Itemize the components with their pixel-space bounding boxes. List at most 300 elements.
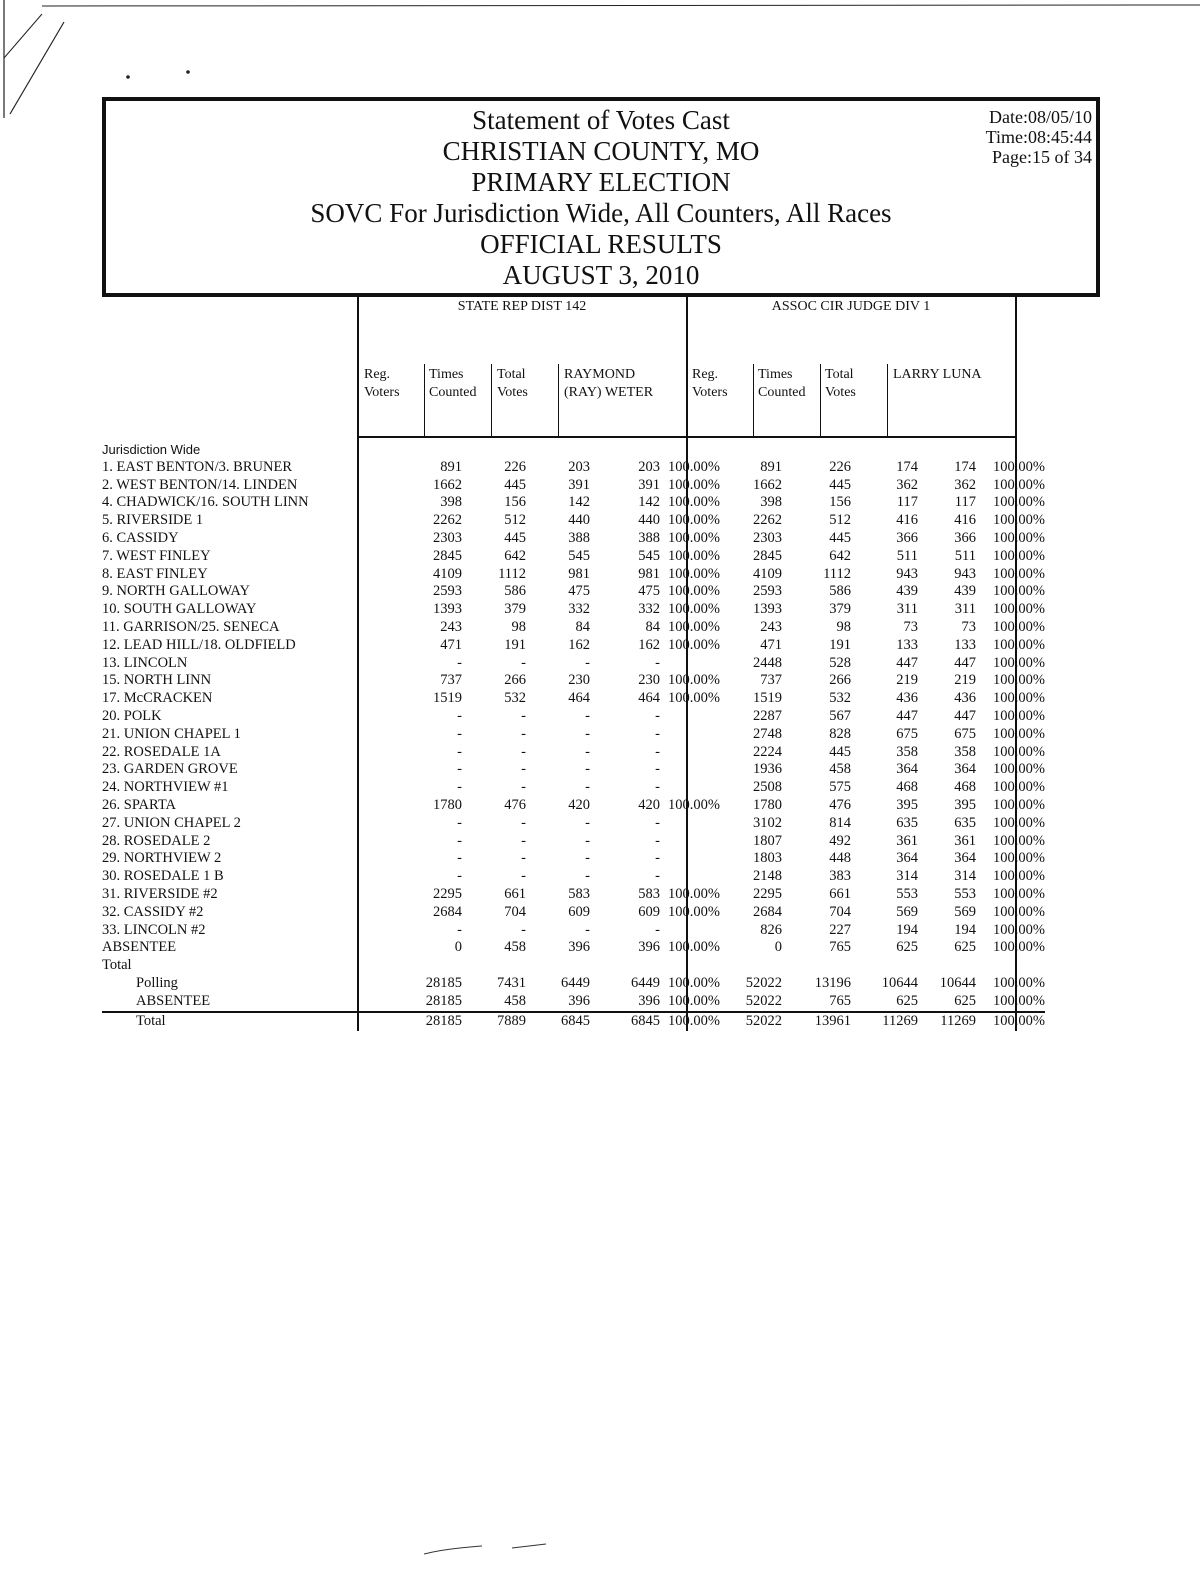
totals-row	[102, 993, 1045, 1012]
report-scope: SOVC For Jurisdiction Wide, All Counters, All Races	[310, 198, 892, 228]
total-votes-cell: 11269	[851, 1012, 918, 1031]
colhead-times-counted: Times Counted	[429, 367, 477, 400]
total-votes-cell: 10644	[881, 974, 918, 991]
candidate-votes-cell: -	[655, 814, 660, 831]
candidate-votes-cell: 625	[918, 993, 976, 1012]
candidate-percent-cell: 100.00%	[668, 796, 720, 813]
candidate-percent-cell: 100.00%	[993, 850, 1045, 867]
times-counted-cell: 704	[829, 903, 851, 920]
total-votes-cell: 436	[896, 690, 918, 707]
times-counted-cell: 828	[829, 725, 851, 742]
candidate-votes-cell: 635	[954, 814, 976, 831]
table-row	[102, 815, 1045, 833]
votes-table-body	[102, 441, 1045, 1030]
candidate-percent-cell	[660, 833, 720, 851]
table-row	[102, 779, 1045, 797]
precinct-name: 23. GARDEN GROVE	[102, 761, 238, 778]
total-votes-cell: -	[585, 921, 590, 938]
total-votes-cell: 569	[896, 903, 918, 920]
total-votes-cell: 361	[896, 832, 918, 849]
total-votes-cell: 6845	[526, 1012, 590, 1031]
times-counted-cell: 575	[829, 779, 851, 796]
times-counted-cell: 458	[829, 761, 851, 778]
precinct-name: 15. NORTH LINN	[102, 672, 212, 689]
total-votes-cell: -	[585, 779, 590, 796]
times-counted-cell: 156	[829, 494, 851, 511]
total-votes-cell: -	[585, 743, 590, 760]
candidate-votes-cell: 569	[954, 903, 976, 920]
times-counted-cell: 379	[829, 601, 851, 618]
times-counted-cell: 191	[829, 636, 851, 653]
colhead-divider	[887, 364, 888, 437]
total-votes-cell: 420	[568, 796, 590, 813]
total-votes-cell: 117	[896, 494, 918, 511]
candidate-percent-cell: 100.00%	[993, 636, 1045, 653]
precinct-name: 8. EAST FINLEY	[102, 565, 208, 582]
report-page: Page:15 of 34	[992, 147, 1092, 167]
total-votes-cell: 133	[896, 636, 918, 653]
candidate-percent-cell: 100.00%	[668, 494, 720, 511]
reg-voters-cell: 1662	[753, 476, 782, 493]
times-counted-cell: 156	[504, 494, 526, 511]
reg-voters-cell: 52022	[745, 974, 782, 991]
precinct-name: 17. McCRACKEN	[102, 690, 213, 707]
total-votes-cell: 475	[568, 583, 590, 600]
colhead-divider	[491, 364, 492, 437]
times-counted-cell: 476	[829, 796, 851, 813]
total-votes-cell: 364	[896, 850, 918, 867]
reg-voters-cell: 1936	[753, 761, 782, 778]
times-counted-cell: 13961	[782, 1012, 851, 1031]
candidate-votes-cell: -	[655, 743, 660, 760]
table-row	[102, 619, 1045, 637]
reg-voters-cell: 243	[760, 618, 782, 635]
table-row	[102, 601, 1045, 619]
candidate-percent-cell: 100.00%	[668, 903, 720, 920]
times-counted-cell: -	[521, 814, 526, 831]
candidate-percent-cell: 100.00%	[976, 1012, 1045, 1031]
candidate-percent-cell: 100.00%	[993, 529, 1045, 546]
candidate-percent-cell	[660, 708, 720, 726]
precinct-name: 7. WEST FINLEY	[102, 547, 211, 564]
candidate-votes-cell: -	[655, 850, 660, 867]
total-votes-cell: 396	[526, 993, 590, 1012]
reg-voters-cell: 891	[760, 458, 782, 475]
precinct-name: 21. UNION CHAPEL 1	[102, 725, 241, 742]
candidate-percent-cell: 100.00%	[993, 921, 1045, 938]
reg-voters-cell: 471	[440, 636, 462, 653]
precinct-name: 27. UNION CHAPEL 2	[102, 814, 241, 831]
candidate-percent-cell: 100.00%	[993, 974, 1045, 991]
times-counted-cell: 476	[504, 796, 526, 813]
candidate-percent-cell: 100.00%	[993, 761, 1045, 778]
total-votes-cell: 311	[896, 601, 918, 618]
table-row	[102, 868, 1045, 886]
candidate-votes-cell: 311	[954, 601, 976, 618]
candidate-votes-cell: 6449	[631, 974, 660, 991]
precinct-name: ABSENTEE	[102, 939, 177, 956]
candidate-votes-cell: 675	[954, 725, 976, 742]
reg-voters-cell: 737	[760, 672, 782, 689]
total-votes-cell: 464	[568, 690, 590, 707]
candidate-votes-cell: 10644	[939, 974, 976, 991]
reg-voters-cell: -	[457, 779, 462, 796]
reg-voters-cell: -	[457, 921, 462, 938]
total-votes-cell: 468	[896, 779, 918, 796]
reg-voters-cell: 2224	[753, 743, 782, 760]
candidate-votes-cell: 420	[638, 796, 660, 813]
total-votes-cell: 362	[896, 476, 918, 493]
candidate-votes-cell: 475	[638, 583, 660, 600]
times-counted-cell: 445	[829, 743, 851, 760]
candidate-votes-cell: 396	[590, 993, 660, 1012]
colhead-divider	[753, 364, 754, 437]
candidate-percent-cell: 100.00%	[993, 672, 1045, 689]
total-votes-cell: 583	[568, 885, 590, 902]
reg-voters-cell: 1803	[753, 850, 782, 867]
times-counted-cell: 98	[836, 618, 851, 635]
candidate-percent-cell: 100.00%	[993, 885, 1045, 902]
times-counted-cell: 458	[462, 993, 526, 1012]
table-row	[102, 459, 1045, 477]
precinct-name: 2. WEST BENTON/14. LINDEN	[102, 476, 298, 493]
precinct-name: 12. LEAD HILL/18. OLDFIELD	[102, 636, 296, 653]
candidate-percent-cell: 100.00%	[668, 476, 720, 493]
precinct-name: 24. NORTHVIEW #1	[102, 779, 229, 796]
table-row	[102, 494, 1045, 512]
votes-table	[102, 441, 1045, 1030]
total-votes-cell: 943	[896, 565, 918, 582]
table-row	[102, 886, 1045, 904]
totals-row	[102, 1012, 1045, 1031]
times-counted-cell: 765	[829, 939, 851, 956]
reg-voters-cell: -	[457, 707, 462, 724]
times-counted-cell: 98	[511, 618, 526, 635]
times-counted-cell: 379	[504, 601, 526, 618]
total-votes-cell: -	[585, 868, 590, 885]
candidate-percent-cell: 100.00%	[993, 707, 1045, 724]
reg-voters-cell: 2287	[753, 707, 782, 724]
candidate-percent-cell	[660, 850, 720, 868]
reg-voters-cell: 52022	[720, 993, 782, 1012]
reg-voters-cell: 2295	[433, 885, 462, 902]
total-votes-cell: 416	[896, 512, 918, 529]
times-counted-cell: 191	[504, 636, 526, 653]
times-counted-cell: 7889	[462, 1012, 526, 1031]
candidate-percent-cell	[660, 815, 720, 833]
candidate-votes-cell: 162	[638, 636, 660, 653]
candidate-votes-cell: 553	[954, 885, 976, 902]
total-votes-cell: 174	[896, 458, 918, 475]
total-votes-cell: 142	[568, 494, 590, 511]
total-votes-cell: 439	[896, 583, 918, 600]
reg-voters-cell: 2593	[433, 583, 462, 600]
reg-voters-cell: 2262	[433, 512, 462, 529]
times-counted-cell: 458	[504, 939, 526, 956]
total-votes-cell: 981	[568, 565, 590, 582]
table-row	[102, 512, 1045, 530]
table-row	[102, 922, 1045, 940]
group-label: Jurisdiction Wide	[102, 442, 201, 457]
precinct-name: 28. ROSEDALE 2	[102, 832, 211, 849]
total-votes-cell: 635	[896, 814, 918, 831]
table-row	[102, 850, 1045, 868]
precinct-name: 20. POLK	[102, 707, 162, 724]
reg-voters-cell: 398	[760, 494, 782, 511]
total-votes-cell: 84	[575, 618, 590, 635]
reg-voters-cell: 28185	[392, 993, 462, 1012]
reg-voters-cell: 1662	[433, 476, 462, 493]
reg-voters-cell: 52022	[720, 1012, 782, 1031]
times-counted-cell: 445	[829, 476, 851, 493]
candidate-percent-cell: 100.00%	[993, 725, 1045, 742]
reg-voters-cell: 2684	[433, 903, 462, 920]
candidate-votes-cell: 73	[961, 618, 976, 635]
candidate-percent-cell	[660, 779, 720, 797]
reg-voters-cell: 4109	[433, 565, 462, 582]
precinct-name: 10. SOUTH GALLOWAY	[102, 601, 257, 618]
times-counted-cell: 586	[829, 583, 851, 600]
candidate-votes-cell: 361	[954, 832, 976, 849]
table-row	[102, 655, 1045, 673]
reg-voters-cell: 2845	[433, 547, 462, 564]
candidate-votes-cell: 230	[638, 672, 660, 689]
times-counted-cell: 661	[829, 885, 851, 902]
candidate-votes-cell: -	[655, 654, 660, 671]
candidate-percent-cell: 100.00%	[668, 885, 720, 902]
colhead-divider	[424, 364, 425, 437]
precinct-name: 29. NORTHVIEW 2	[102, 850, 222, 867]
candidate-votes-cell: 625	[954, 939, 976, 956]
candidate-percent-cell	[660, 761, 720, 779]
total-votes-cell: 511	[896, 547, 918, 564]
candidate-votes-cell: 447	[954, 707, 976, 724]
total-votes-cell: -	[585, 850, 590, 867]
candidate-percent-cell: 100.00%	[668, 583, 720, 600]
candidate-percent-cell: 100.00%	[993, 601, 1045, 618]
times-counted-cell: -	[521, 921, 526, 938]
candidate-votes-cell: 396	[638, 939, 660, 956]
total-votes-cell: 609	[568, 903, 590, 920]
total-votes-cell: -	[585, 761, 590, 778]
total-votes-cell: 447	[896, 654, 918, 671]
header-bottom-rule	[357, 436, 1017, 438]
candidate-percent-cell: 100.00%	[993, 618, 1045, 635]
candidate-percent-cell: 100.00%	[993, 814, 1045, 831]
candidate-votes-cell: 981	[638, 565, 660, 582]
candidate-votes-cell: 391	[638, 476, 660, 493]
precinct-name: 11. GARRISON/25. SENECA	[102, 618, 280, 635]
total-votes-cell: 364	[896, 761, 918, 778]
reg-voters-cell: 398	[440, 494, 462, 511]
race-title-state-rep: STATE REP DIST 142	[457, 299, 587, 314]
times-counted-cell: 448	[829, 850, 851, 867]
total-votes-cell: 230	[568, 672, 590, 689]
candidate-votes-cell: 609	[638, 903, 660, 920]
race-title-assoc-judge: ASSOC CIR JUDGE DIV 1	[771, 299, 931, 314]
colhead-divider	[820, 364, 821, 437]
table-row	[102, 797, 1045, 815]
candidate-percent-cell: 100.00%	[993, 476, 1045, 493]
table-row	[102, 904, 1045, 922]
county-name: CHRISTIAN COUNTY, MO	[442, 136, 760, 166]
candidate-votes-cell: 117	[954, 494, 976, 511]
reg-voters-cell: -	[457, 814, 462, 831]
table-row	[102, 833, 1045, 851]
times-counted-cell: 227	[829, 921, 851, 938]
table-row	[102, 708, 1045, 726]
times-counted-cell: 512	[829, 512, 851, 529]
total-votes-cell: 553	[896, 885, 918, 902]
total-votes-cell: 625	[851, 993, 918, 1012]
candidate-votes-cell: 440	[638, 512, 660, 529]
candidate-percent-cell: 100.00%	[668, 939, 720, 956]
precinct-name: 5. RIVERSIDE 1	[102, 512, 204, 529]
table-row	[102, 548, 1045, 566]
report-header	[102, 97, 1100, 297]
times-counted-cell: -	[521, 779, 526, 796]
reg-voters-cell: -	[457, 761, 462, 778]
candidate-percent-cell: 100.00%	[993, 654, 1045, 671]
total-votes-cell: -	[585, 707, 590, 724]
election-date: AUGUST 3, 2010	[502, 260, 700, 290]
reg-voters-cell: 2295	[753, 885, 782, 902]
times-counted-cell: 13196	[814, 974, 851, 991]
reg-voters-cell: 28185	[392, 1012, 462, 1031]
report-title-block	[106, 105, 1096, 291]
precinct-name: 33. LINCOLN #2	[102, 921, 206, 938]
reg-voters-cell: 2262	[753, 512, 782, 529]
reg-voters-cell: 1807	[753, 832, 782, 849]
times-counted-cell: 492	[829, 832, 851, 849]
report-title: Statement of Votes Cast	[472, 105, 730, 135]
total-votes-cell: 395	[896, 796, 918, 813]
report-date: Date:08/05/10	[989, 107, 1092, 127]
candidate-votes-cell: 447	[954, 654, 976, 671]
reg-voters-cell: 2748	[753, 725, 782, 742]
candidate-percent-cell: 100.00%	[660, 1012, 720, 1031]
times-counted-cell: 532	[504, 690, 526, 707]
reg-voters-cell: 0	[774, 939, 782, 956]
total-votes-cell: 625	[896, 939, 918, 956]
candidate-percent-cell: 100.00%	[993, 903, 1045, 920]
times-counted-cell: 642	[504, 547, 526, 564]
candidate-votes-cell: 436	[954, 690, 976, 707]
table-row	[102, 726, 1045, 744]
reg-voters-cell: 2303	[753, 529, 782, 546]
totals-label: Total	[102, 957, 132, 974]
times-counted-cell: 445	[504, 476, 526, 493]
table-row	[102, 583, 1045, 601]
candidate-percent-cell: 100.00%	[993, 494, 1045, 511]
total-votes-cell: 203	[568, 458, 590, 475]
total-votes-cell: 545	[568, 547, 590, 564]
reg-voters-cell: -	[457, 654, 462, 671]
candidate-percent-cell: 100.00%	[993, 832, 1045, 849]
table-row	[102, 566, 1045, 584]
candidate-percent-cell: 100.00%	[668, 636, 720, 653]
candidate-votes-cell: 11269	[918, 1012, 976, 1031]
times-counted-cell: -	[521, 654, 526, 671]
times-counted-cell: -	[521, 868, 526, 885]
times-counted-cell: 528	[829, 654, 851, 671]
candidate-votes-cell: -	[655, 832, 660, 849]
times-counted-cell: 567	[829, 707, 851, 724]
precinct-name: 31. RIVERSIDE #2	[102, 885, 218, 902]
times-counted-cell: 814	[829, 814, 851, 831]
times-counted-cell: 445	[504, 529, 526, 546]
candidate-percent-cell: 100.00%	[668, 690, 720, 707]
reg-voters-cell: 1393	[433, 601, 462, 618]
candidate-votes-cell: 194	[954, 921, 976, 938]
candidate-percent-cell: 100.00%	[993, 583, 1045, 600]
times-counted-cell: 383	[829, 868, 851, 885]
candidate-votes-cell: 366	[954, 529, 976, 546]
candidate-votes-cell: 545	[638, 547, 660, 564]
colhead-candidate: RAYMOND (RAY) WETER	[564, 367, 654, 400]
colhead-times-counted: Times Counted	[758, 367, 806, 400]
reg-voters-cell: -	[457, 868, 462, 885]
times-counted-cell: 1112	[823, 565, 851, 582]
report-time: Time:08:45:44	[985, 127, 1092, 147]
reg-voters-cell: 0	[454, 939, 462, 956]
times-counted-cell: 512	[504, 512, 526, 529]
candidate-percent-cell: 100.00%	[993, 547, 1045, 564]
total-votes-cell: 162	[568, 636, 590, 653]
total-votes-cell: 194	[896, 921, 918, 938]
precinct-name: 30. ROSEDALE 1 B	[102, 868, 224, 885]
candidate-votes-cell: 332	[638, 601, 660, 618]
reg-voters-cell: -	[457, 743, 462, 760]
precinct-name: 6. CASSIDY	[102, 529, 179, 546]
reg-voters-cell: 737	[440, 672, 462, 689]
table-row	[102, 530, 1045, 548]
colhead-candidate: LARRY LUNA	[893, 367, 982, 382]
total-votes-cell: 396	[568, 939, 590, 956]
candidate-percent-cell	[660, 726, 720, 744]
candidate-votes-cell: 133	[954, 636, 976, 653]
candidate-percent-cell	[660, 655, 720, 673]
total-votes-cell: 6449	[561, 974, 590, 991]
reg-voters-cell: 1780	[753, 796, 782, 813]
total-votes-cell: -	[585, 725, 590, 742]
times-counted-cell: 1112	[498, 565, 526, 582]
candidate-votes-cell: 219	[954, 672, 976, 689]
total-votes-cell: 440	[568, 512, 590, 529]
precinct-name: 1. EAST BENTON/3. BRUNER	[102, 458, 292, 475]
candidate-votes-cell: 395	[954, 796, 976, 813]
totals-row	[102, 975, 1045, 993]
reg-voters-cell: -	[457, 850, 462, 867]
candidate-votes-cell: 314	[954, 868, 976, 885]
scan-scribble-mark	[420, 1540, 560, 1560]
times-counted-cell: -	[521, 761, 526, 778]
reg-voters-cell: 891	[440, 458, 462, 475]
total-votes-cell: 675	[896, 725, 918, 742]
candidate-votes-cell: 364	[954, 761, 976, 778]
total-votes-cell: 388	[568, 529, 590, 546]
total-votes-cell: 332	[568, 601, 590, 618]
times-counted-cell: 532	[829, 690, 851, 707]
candidate-votes-cell: 174	[954, 458, 976, 475]
candidate-percent-cell	[660, 922, 720, 940]
precinct-name: 32. CASSIDY #2	[102, 903, 204, 920]
reg-voters-cell: 1393	[753, 601, 782, 618]
times-counted-cell: -	[521, 832, 526, 849]
colhead-reg-voters: Reg. Voters	[692, 367, 728, 400]
precinct-name: 9. NORTH GALLOWAY	[102, 583, 251, 600]
reg-voters-cell: 2684	[753, 903, 782, 920]
